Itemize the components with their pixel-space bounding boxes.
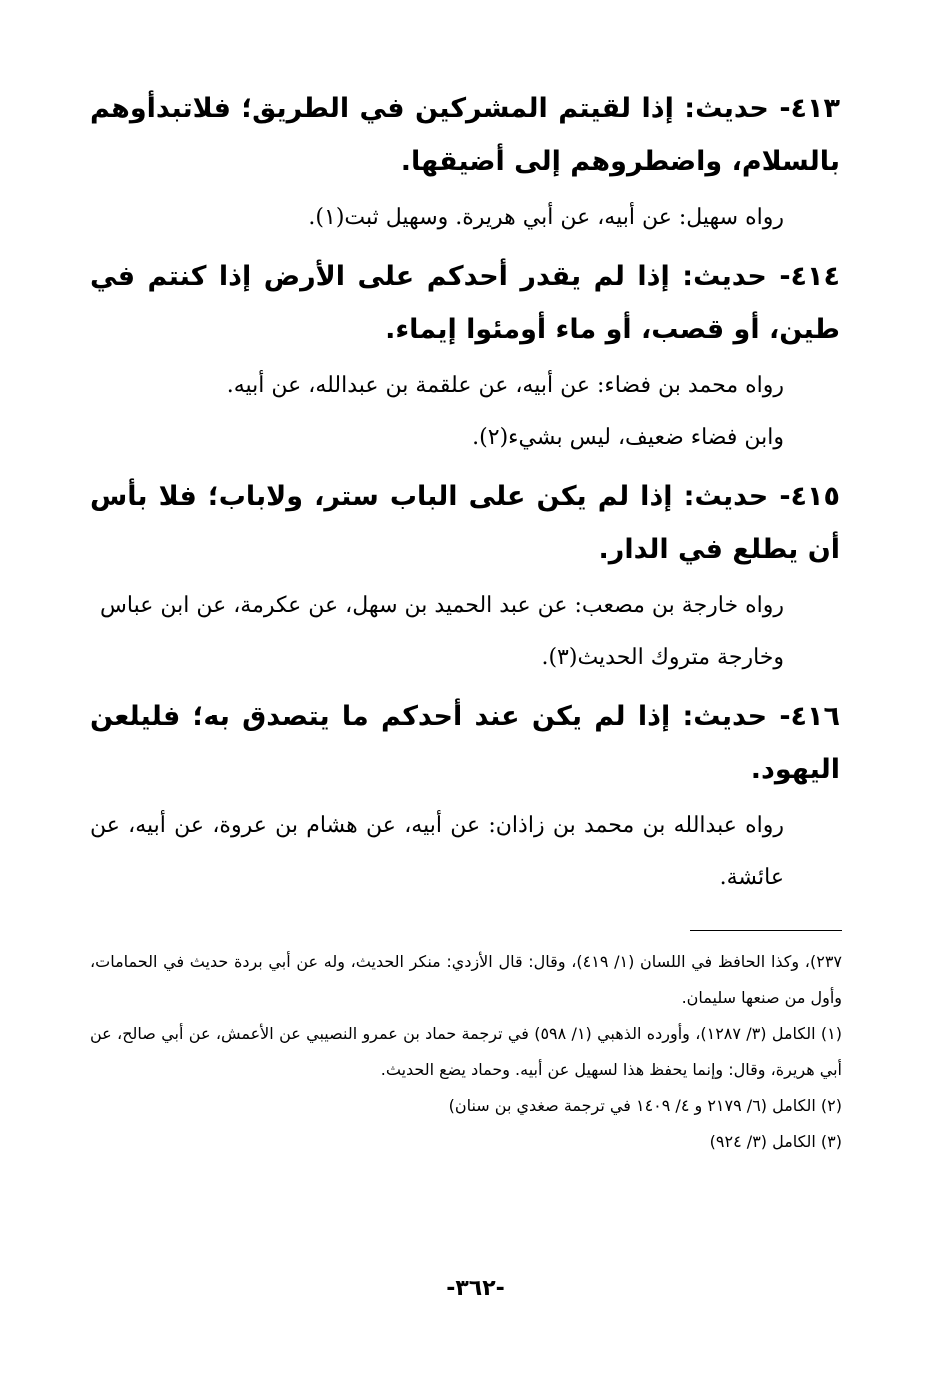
narration-415: رواه خارجة بن مصعب: عن عبد الحميد بن سهل، عن عكرمة، عن ابن عباس: [100, 593, 784, 618]
hadith-416: ٤١٦- حديث: إذا لم يكن عند أحدكم ما يتصدق به؛ فليلعن اليهود.: [90, 701, 840, 785]
footnote-continuation: ٢٣٧)، وكذا الحافظ في اللسان (١/ ٤١٩)، وقال: قال الأزدي: منكر الحديث، وله عن أبي بردة حديث في الحمامات، وأول من صنعها سليمان.: [90, 952, 842, 1007]
footnote-1: (١) الكامل (٣/ ١٢٨٧)، وأورده الذهبي (١/ ٥٩٨) في ترجمة حماد بن عمرو النصيبي عن الأعمش، عن أبي صالح، عن أبي هريرة، وقال: وإنما يحفظ هذا لسهيل عن أبيه. وحماد يضع الحديث.: [90, 1024, 842, 1079]
narration-415-note: وخارجة متروك الحديث(٣).: [541, 645, 784, 670]
page-number: -٣٦٢-: [446, 1276, 505, 1301]
hadith-413: ٤١٣- حديث: إذا لقيتم المشركين في الطريق؛ فلاتبدأوهم بالسلام، واضطروهم إلى أضيقها.: [90, 93, 840, 177]
hadith-414: ٤١٤- حديث: إذا لم يقدر أحدكم على الأرض إذا كنتم في طين، أو قصب، أو ماء أومئوا إيماء.: [90, 261, 840, 345]
narration-414-note: وابن فضاء ضعيف، ليس بشيء(٢).: [472, 425, 784, 450]
narration-416: رواه عبدالله بن محمد بن زاذان: عن أبيه، عن هشام بن عروة، عن أبيه، عن عائشة.: [90, 813, 784, 890]
main-text: [90, 82, 840, 904]
narration-414: رواه محمد بن فضاء: عن أبيه، عن علقمة بن عبدالله، عن أبيه.: [226, 373, 784, 398]
footnote-2: (٢) الكامل (٦/ ٢١٧٩ و ٤/ ١٤٠٩ في ترجمة صغدي بن سنان): [448, 1096, 842, 1115]
narration-413: رواه سهيل: عن أبيه، عن أبي هريرة. وسهيل ثبت(١).: [308, 205, 784, 230]
footnotes: [90, 944, 842, 1160]
hadith-415: ٤١٥- حديث: إذا لم يكن على الباب ستر، ولاباب؛ فلا بأس أن يطلع في الدار.: [90, 481, 840, 565]
footnote-3: (٣) الكامل (٣/ ٩٢٤): [709, 1132, 842, 1151]
footnote-divider: [690, 930, 842, 931]
